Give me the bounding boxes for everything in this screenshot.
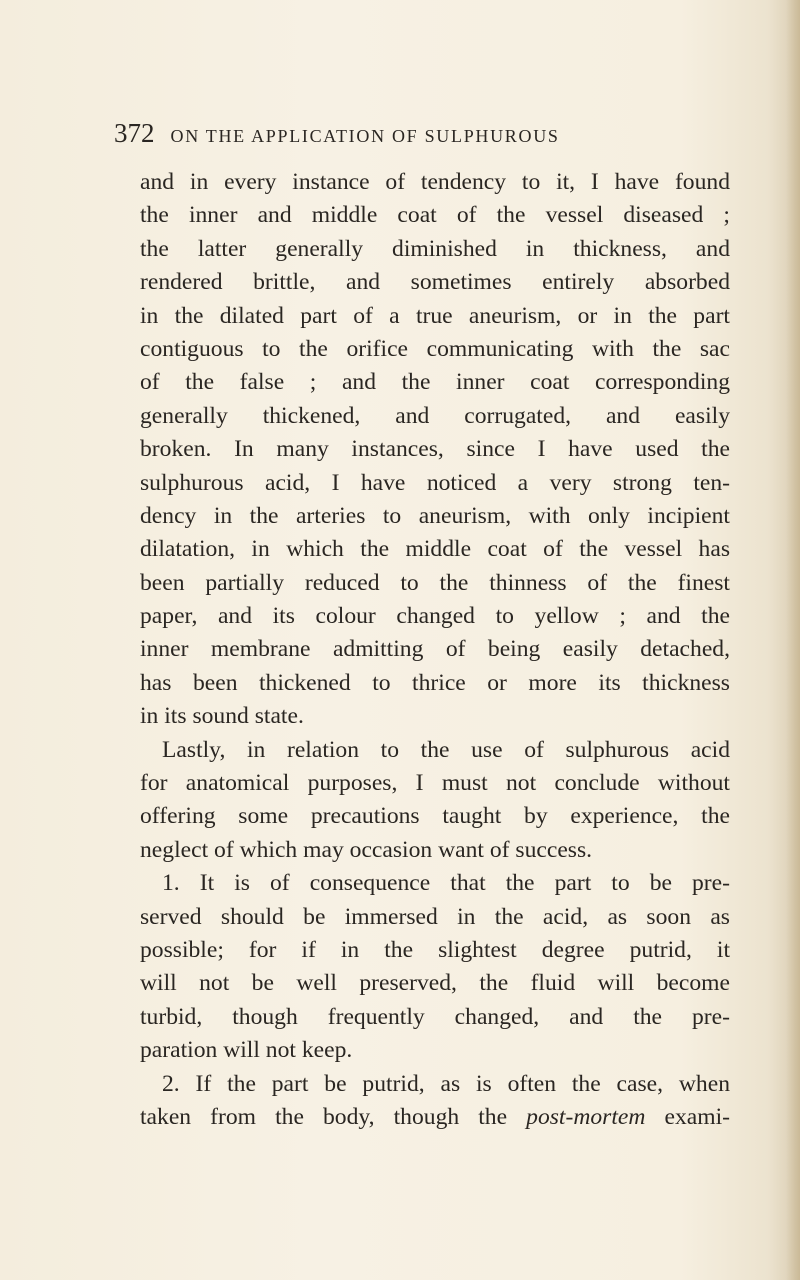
text-line: sulphurous acid, I have noticed a very strong ten- (140, 469, 730, 496)
running-head: ON THE APPLICATION OF SULPHUROUS (170, 126, 560, 146)
text-line: has been thickened to thrice or more its thickness (140, 669, 730, 696)
text-line: paper, and its colour changed to yellow ; and the (140, 603, 730, 630)
text-line: inner membrane admitting of being easily detached, (140, 636, 730, 663)
page-header (114, 118, 714, 152)
text-line: rendered brittle, and sometimes entirely absorbed (140, 269, 730, 296)
text-line: of the false ; and the inner coat corresponding (140, 369, 730, 396)
text-line: broken. In many instances, since I have used the (140, 436, 730, 463)
text-line: in the dilated part of a true aneurism, or in the part (140, 302, 730, 329)
text-line: possible; for if in the slightest degree putrid, it (140, 936, 730, 963)
text-line: Lastly, in relation to the use of sulphurous acid (162, 736, 730, 763)
text-line: 1. It is of consequence that the part to be pre- (162, 870, 730, 897)
text-line: offering some precautions taught by experience, the (140, 803, 730, 830)
text-line: 2. If the part be putrid, as is often the case, when (162, 1070, 730, 1097)
body-text (140, 166, 730, 1134)
text-segment: taken from the body, though the (140, 1103, 527, 1130)
text-line: generally thickened, and corrugated, and easily (140, 402, 730, 429)
text-line: been partially reduced to the thinness of the finest (140, 569, 730, 596)
text-line: dency in the arteries to aneurism, with only incipient (140, 502, 730, 529)
page-number: 372 (114, 118, 155, 148)
text-line: the latter generally diminished in thickness, and (140, 235, 730, 262)
text-line: will not be well preserved, the fluid will become (140, 970, 730, 997)
text-line-with-italic (140, 1101, 730, 1134)
text-segment: exami- (645, 1103, 730, 1130)
text-line: neglect of which may occasion want of success. (140, 836, 593, 863)
text-line: and in every instance of tendency to it, I have found (140, 169, 730, 195)
text-line: dilatation, in which the middle coat of the vessel has (140, 536, 730, 563)
text-line: contiguous to the orifice communicating with the sac (140, 335, 730, 362)
text-line: paration will not keep. (140, 1037, 353, 1064)
text-line: in its sound state. (140, 703, 304, 730)
text-line: the inner and middle coat of the vessel diseased ; (140, 202, 730, 229)
text-line: turbid, though frequently changed, and the pre- (140, 1003, 730, 1030)
page-edge-shadow (786, 0, 800, 1280)
italic-term: post-mortem (526, 1103, 646, 1130)
text-line: for anatomical purposes, I must not conclude without (140, 770, 730, 797)
text-line: served should be immersed in the acid, as soon as (140, 903, 730, 930)
